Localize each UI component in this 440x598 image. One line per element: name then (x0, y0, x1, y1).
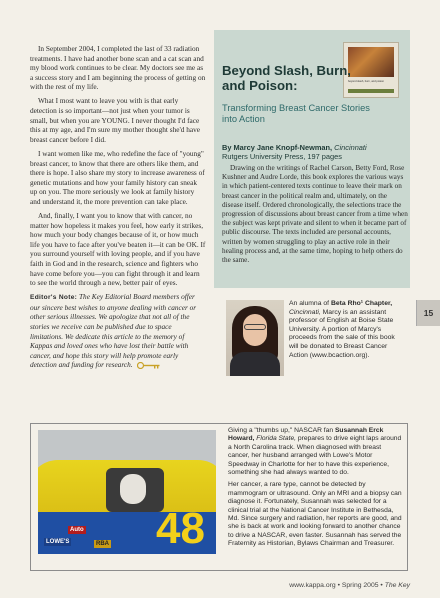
race-person-school: Florida State, (256, 435, 297, 443)
book-author: Marcy Jane Knopf-Newman, (233, 143, 333, 152)
race-paragraph-1 (228, 427, 404, 477)
race-paragraph-1-rest: prepares to drive eight laps around a North Carolina track. When diagnosed with breast cancer, her husband arranged with Lowe's Motor Speedway in Charlotte for her to have this experience, something she had always wanted to do. (228, 435, 402, 477)
footer-url: www.kappa.org (289, 582, 336, 589)
book-cover-title: beyond slash, burn, and poison (348, 80, 385, 83)
book-cover-bar (348, 89, 394, 93)
book-subtitle: Transforming Breast Cancer Stories into Action (222, 103, 370, 124)
author-caption-post: Marcy is an assistant professor of English at Boise State University. A portion of Marcy's proceeds from the sale of this book will be donated to Breast Cancer Action (www.bcaction.org). (289, 308, 395, 359)
race-car-photo (38, 430, 216, 554)
paragraph-2: What I most want to leave you with is that early detection is so important—not just when your tumor is small, but when you are YOUNG. I never thought I'd face this at my age, and I'm sure my mother thought she'd have breast cancer before I did. (30, 96, 201, 144)
left-column (30, 44, 206, 370)
car-decal: Auto (70, 527, 84, 533)
car-decal: RBA (96, 541, 109, 547)
race-story-text (228, 427, 404, 553)
footer-magazine: The Key (384, 582, 410, 589)
race-lead: Giving a "thumbs up," NASCAR fan (228, 427, 334, 434)
race-paragraph-2: Her cancer, a rare type, cannot be detected by mammogram or ultrasound. Only an MRI and a biopsy can diagnose it. Fortunately, Susannah was selected for a clinical trial at the National Cancer Institute in Bethesda, Md. Since surgery and radiation, her reports are good, and she is back at work and looking forward to another chance to drive a NASCAR, even faster. Susannah has served the Fraternity as Historian, Bylaws Chairman and Treasurer. (228, 481, 402, 548)
book-cover-art (348, 47, 394, 77)
author-city: Cincinnati, (289, 308, 321, 316)
paragraph-3: I want women like me, who redefine the face of "young" breast cancer, to know that there are others like them, and there is hope. I also share my story to increase awareness of genetic mutations and how your family history can sneak up on you. The more seriously we look at family history and understand it, the more prevention can take place. (30, 148, 205, 206)
author-caption (289, 300, 405, 360)
book-description: Drawing on the writings of Rachel Carson, Betty Ford, Rose Kushner and Audre Lorde, this book explores the various ways in which patient-centered texts continue to leave their mark on breast cancer in the political realm and, ultimately, on the disease itself. Ordered chronologically, the selections trace the progression of discussions about breast cancer from a time when the subject was kept private and silent to when it became part of public discourse. The texts included are personal accounts, written by women struggling to play an active role in their healing process and, at the same time, hoping to help others do the same. (222, 164, 408, 265)
race-person-name: Susannah Erck Howard, (228, 427, 384, 443)
paragraph-1: In September 2004, I completed the last of 33 radiation treatments. I have had another bone scan and a cat scan and my blood work continues to be clear. My doctors see me as a success story and I am beginning the process of getting on with the rest of my life. (30, 44, 206, 92)
book-meta (222, 143, 407, 161)
page-footer: www.kappa.org • Spring 2005 • The Key (289, 582, 410, 589)
author-caption-pre: An alumna of (289, 300, 330, 307)
page-number-tab: 15 (416, 300, 440, 326)
paragraph-4: And, finally, I want you to know that with cancer, no matter how hopeless it makes you feel, how early it strikes, how much your body changes because of it, or how much life you have to face after you've beaten it—it can be OK. If you surround yourself with loving people, and if you have faith in God and in the research, science and fighters who have come before you—you can fight through it and learn to see the world through a new, better pair of eyes. (30, 211, 206, 288)
author-glasses (244, 324, 266, 330)
book-author-city: Cincinnati (334, 143, 367, 152)
key-icon (137, 362, 161, 369)
author-face (243, 314, 267, 346)
editor-note (30, 292, 206, 370)
book-by: By (222, 143, 232, 152)
book-title: Beyond Slash, Burn, and Poison: (222, 63, 351, 93)
driver-helmet (120, 474, 146, 504)
author-body (230, 352, 280, 376)
car-decal: LOWE'S (46, 539, 70, 545)
editor-note-label: Editor's Note: (30, 294, 78, 302)
footer-issue: Spring 2005 (341, 582, 379, 589)
editor-note-body: The Key Editorial Board members offer our sincere best wishes to anyone dealing with cancer or other serious illnesses. We apologize that not all of the stories we receive can be published due to space limitations. We dedicate this article to the memory of Kappas and loved ones who have lost their battle with cancer, and hope this story will help promote early detection and funding for research. (30, 292, 197, 370)
book-publisher: Rutgers University Press, 197 pages (222, 152, 342, 162)
author-chapter: Beta Rho¹ Chapter, (330, 300, 393, 307)
car-number: 48 (156, 504, 205, 553)
author-photo (226, 300, 284, 376)
